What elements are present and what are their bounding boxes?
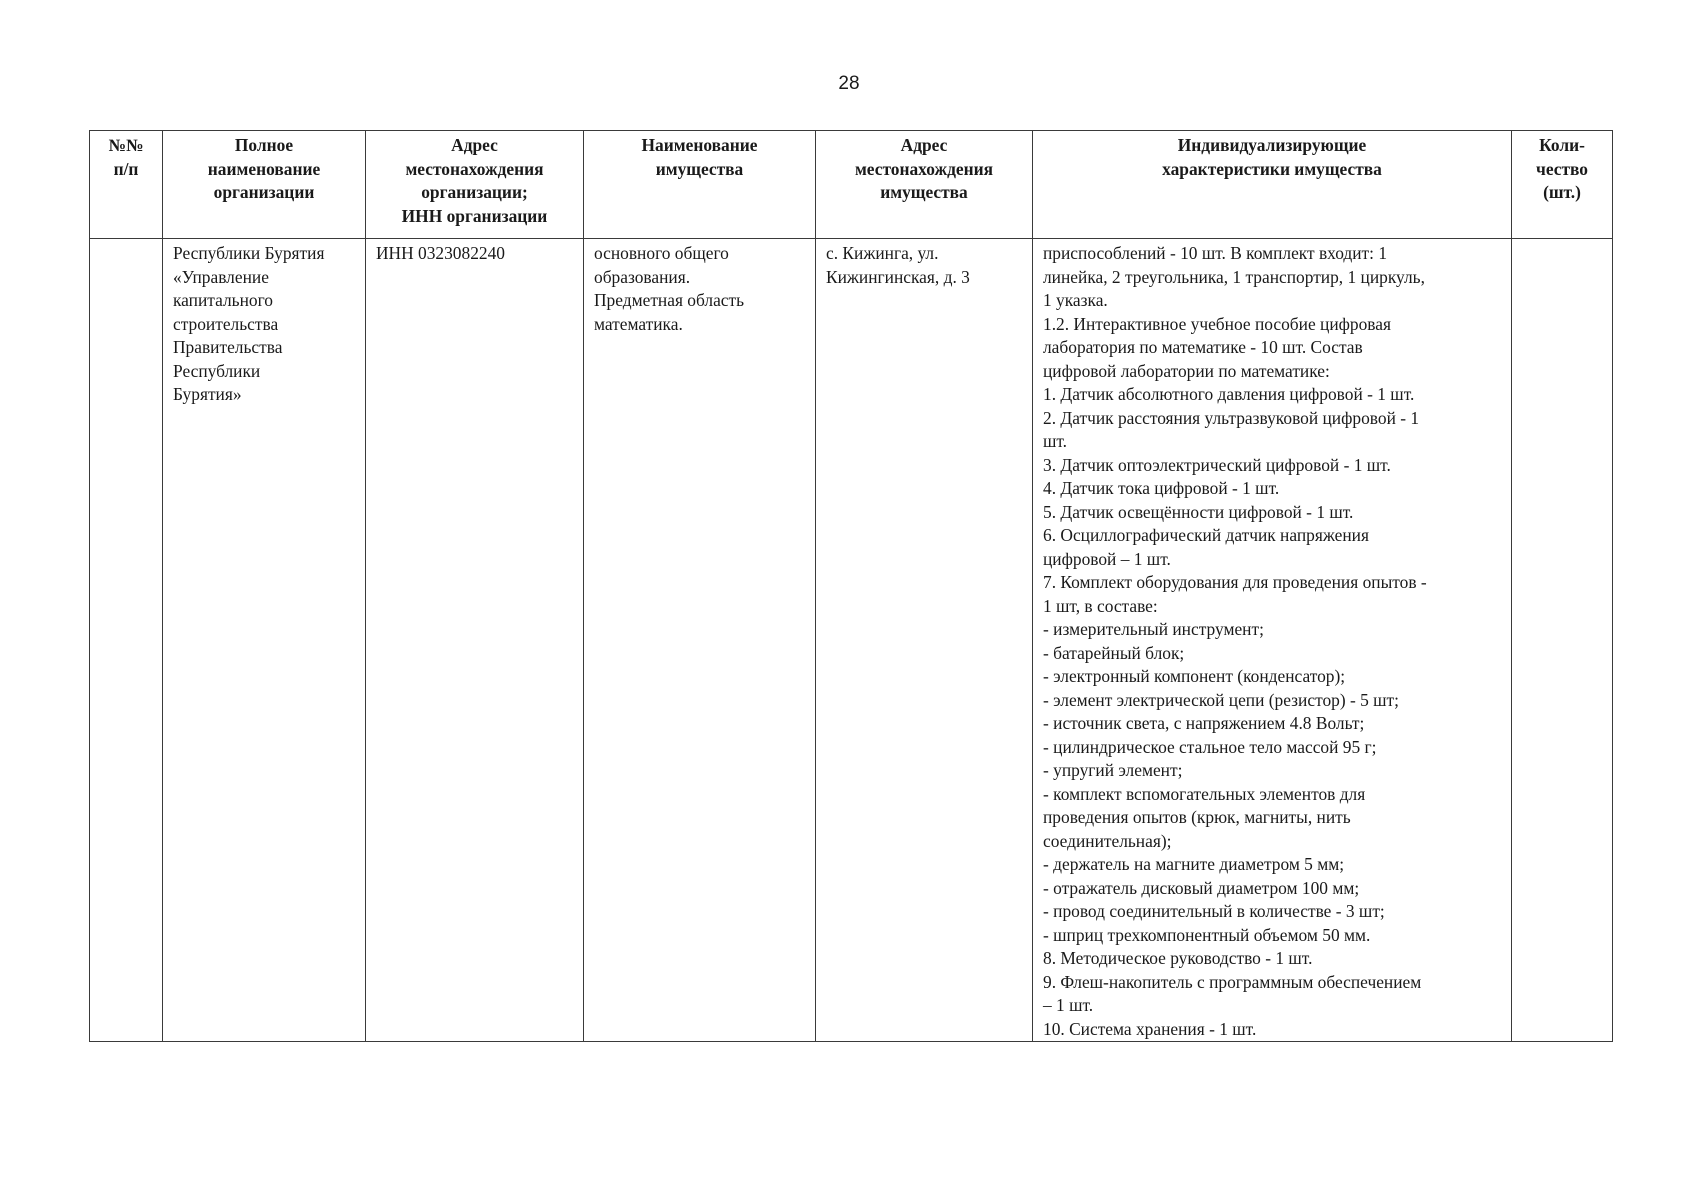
cell-quantity: [1512, 239, 1613, 1042]
table-header: [90, 131, 1613, 239]
page-number: 28: [838, 73, 860, 94]
header-org-address: Адрес местонахождения организации; ИНН организации: [366, 131, 584, 239]
header-property-name: Наименование имущества: [584, 131, 816, 239]
header-row: [90, 131, 1613, 239]
cell-org-name: Республики Бурятия «Управление капитального строительства Правительства Республики Бурятия»: [163, 239, 366, 1042]
table-row: [90, 239, 1613, 1042]
cell-org-address: ИНН 0323082240: [366, 239, 584, 1042]
table-body: [90, 239, 1613, 1042]
header-property-address: Адрес местонахождения имущества: [816, 131, 1033, 239]
cell-property-name: основного общего образования. Предметная область математика.: [584, 239, 816, 1042]
header-characteristics: Индивидуализирующие характеристики имущества: [1033, 131, 1512, 239]
cell-property-address: с. Кижинга, ул. Кижингинская, д. 3: [816, 239, 1033, 1042]
header-org-name: Полное наименование организации: [163, 131, 366, 239]
cell-characteristics: приспособлений - 10 шт. В комплект входит: 1 линейка, 2 треугольника, 1 транспортир, 1 циркуль, 1 указка. 1.2. Интерактивное учебное пособие цифровая лаборатория по математике - 10 шт. Состав цифровой лаборатории по математике: 1. Датчик абсолютного давления цифровой - 1 шт. 2. Датчик расстояния ультразвуковой цифровой - 1 шт. 3. Датчик оптоэлектрический цифровой - 1 шт. 4. Датчик тока цифровой - 1 шт. 5. Датчик освещённости цифровой - 1 шт. 6. Осциллографический датчик напряжения цифровой – 1 шт. 7. Комплект оборудования для проведения опытов - 1 шт, в составе: - измерительный инструмент; - батарейный блок; - электронный компонент (конденсатор); - элемент электрической цепи (резистор) - 5 шт; - источник света, с напряжением 4.8 Вольт; - цилиндрическое стальное тело массой 95 г; - упругий элемент; - комплект вспомогательных элементов для проведения опытов (крюк, магниты, нить соединительная); - держатель на магните диаметром 5 мм; - отражатель дисковый диаметром 100 мм; - провод соединительный в количестве - 3 шт; - шприц трехкомпонентный объемом 50 мм. 8. Методическое руководство - 1 шт. 9. Флеш-накопитель с программным обеспечением – 1 шт. 10. Система хранения - 1 шт.: [1033, 239, 1512, 1042]
header-quantity: Коли- чество (шт.): [1512, 131, 1613, 239]
property-table: [89, 130, 1613, 1042]
cell-num: [90, 239, 163, 1042]
header-num: №№ п/п: [90, 131, 163, 239]
